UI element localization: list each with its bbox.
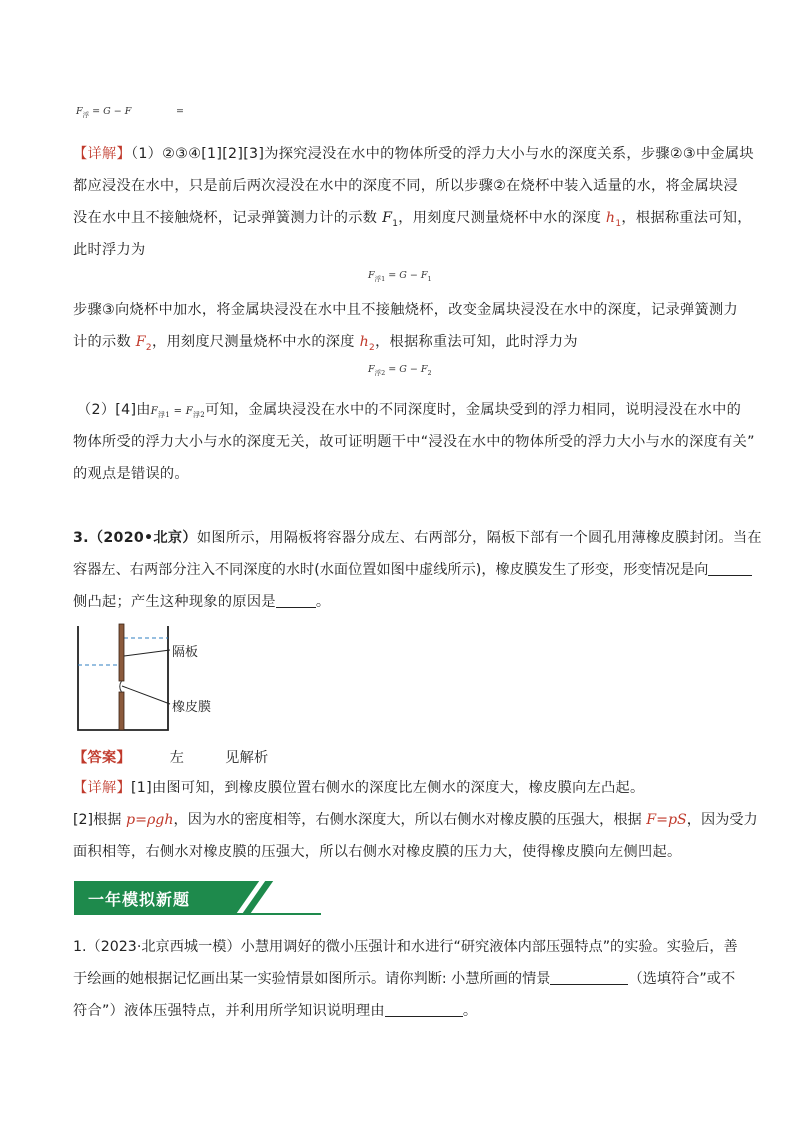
q3-number: 3.（2020•北京） [73, 530, 197, 546]
formula-f1: $F_{浮1} = G - F_1$ [368, 270, 432, 283]
detail2-line1: 【详解】[1]由图可知，到橡皮膜位置右侧水的深度比左侧水的深度大，橡皮膜向左凸起。 [73, 780, 645, 796]
banner-underline [74, 913, 321, 915]
leader-membrane [122, 686, 170, 704]
answer-1: 左 [169, 750, 185, 766]
detail1-line9: 的观点是错误的。 [73, 466, 189, 482]
banner-title: 一年模拟新题 [88, 890, 191, 909]
partition-board-bottom [119, 692, 124, 730]
answer-label: 【答案】 [73, 750, 131, 766]
q3-line1: 3.（2020•北京）如图所示，用隔板将容器分成左、右两部分，隔板下部有一个圆孔用薄橡皮膜封闭。当在 [73, 530, 762, 546]
detail1-line6: 计的示数 $F_2$，用刻度尺测量烧杯中水的深度 $h_2$，根据称重法可知，此时浮力为 [73, 334, 578, 353]
q3-line3: 侧凸起；产生这种现象的原因是 。 [73, 594, 331, 610]
detail1-line4: 此时浮力为 [73, 242, 146, 258]
detail-label: 【详解】 [73, 780, 131, 796]
leader-board [124, 650, 170, 656]
detail1-line1: 【详解】（1）②③④[1][2][3]为探究浸没在水中的物体所受的浮力大小与水的深度关系，步骤②③中金属块 [73, 146, 754, 162]
rubber-membrane [120, 681, 122, 692]
top-formula-equals: = [176, 106, 184, 117]
q1-line2: 于绘画的她根据记忆画出某一实验情景如图所示。请你判断: 小慧所画的情景 （选填符合”或不 [73, 971, 736, 987]
answer-blank[interactable] [708, 561, 752, 576]
detail-label: 【详解】 [73, 146, 131, 162]
label-partition: 隔板 [172, 645, 199, 660]
answer-blank[interactable] [550, 970, 628, 985]
partition-board-top [119, 624, 124, 681]
detail2-line3: 面积相等，右侧水对橡皮膜的压强大，所以右侧水对橡皮膜的压力大，使得橡皮膜向左侧凹起。 [73, 844, 682, 860]
detail1-line3: 没在水中且不接触烧杯，记录弹簧测力计的示数 $F_1$，用刻度尺测量烧杯中水的深度 $h_1$，根据称重法可知， [73, 210, 752, 229]
answer-blank[interactable] [385, 1002, 463, 1017]
detail1-line7: （2）[4]由$F_{浮1} = F_{浮2}$可知，金属块浸没在水中的不同深度时，金属块受到的浮力相同，说明浸没在水中的 [77, 402, 742, 419]
answer-blank[interactable] [276, 593, 316, 608]
detail1-line2: 都应浸没在水中，只是前后两次浸没在水中的深度不同，所以步骤②在烧杯中装入适量的水，将金属块浸 [73, 178, 738, 194]
q1-line3: 符合”）液体压强特点，并利用所学知识说明理由 。 [73, 1003, 478, 1019]
detail1-line8: 物体所受的浮力大小与水的深度无关，故可证明题干中“浸没在水中的物体所受的浮力大小与水的深度有关” [73, 434, 755, 450]
q1-line1: 1.（2023·北京西城一模）小慧用调好的微小压强计和水进行“研究液体内部压强特点”的实验。实验后，善 [73, 939, 738, 955]
q3-line2: 容器左、右两部分注入不同深度的水时(水面位置如图中虚线所示)，橡皮膜发生了形变，形变情况是向 [73, 560, 752, 580]
detail1-line5: 步骤③向烧杯中加水，将金属块浸没在水中且不接触烧杯，改变金属块浸没在水中的深度，记录弹簧测力 [73, 302, 738, 318]
detail2-line2: [2]根据 p=ρgh，因为水的密度相等，右侧水深度大，所以右侧水对橡皮膜的压强大，根据 F=pS，因为受力 [73, 812, 758, 828]
answer-2: 见解析 [225, 750, 269, 766]
label-membrane: 橡皮膜 [172, 700, 212, 715]
top-formula: $F_浮 = G - F$ [76, 106, 132, 119]
formula-f2: $F_{浮2} = G - F_2$ [368, 364, 432, 377]
answer-line [73, 748, 269, 768]
section-banner [74, 881, 324, 915]
container-diagram [74, 620, 244, 740]
